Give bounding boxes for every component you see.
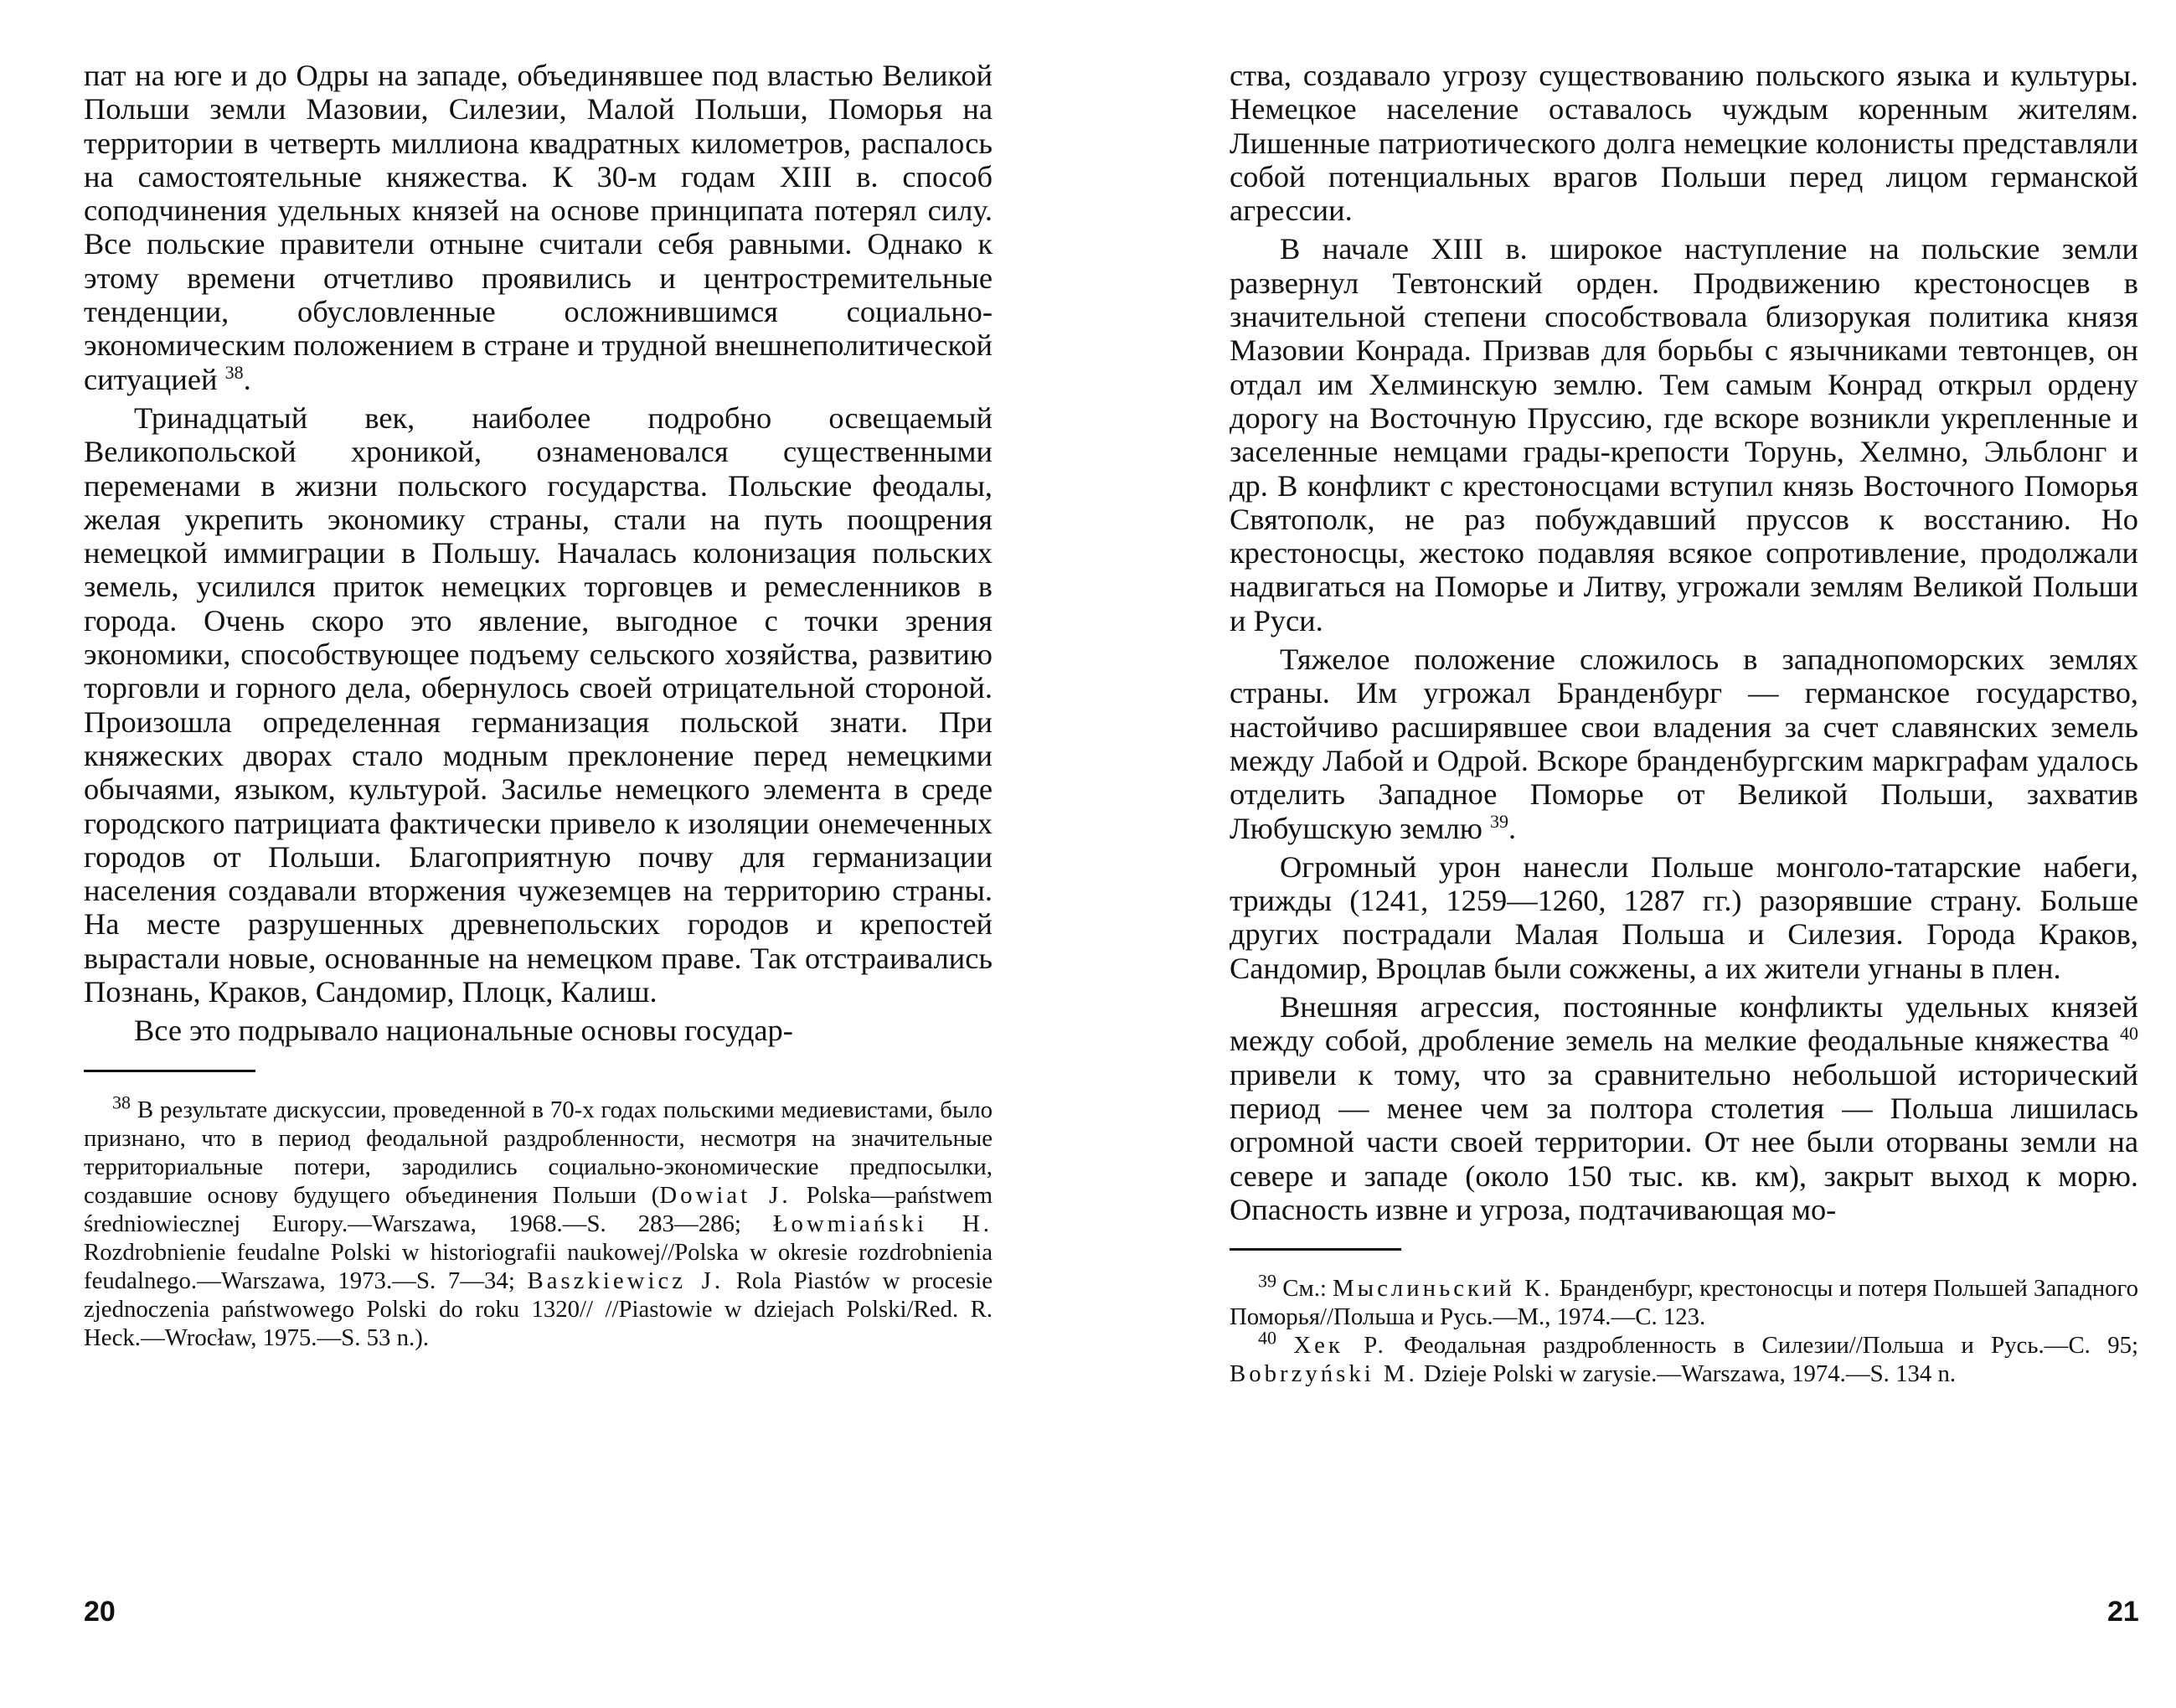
footnote-38-text-d: Rola Piastów w procesie zjednoczenia państwowego Polski do roku 1320// //Piastowie w dziejach Polski/Red. R. Heck.—Wrocław, 1975.—S. 53 n.).: [84, 1267, 993, 1351]
left-paragraph-2: Тринадцатый век, наиболее подробно освещаемый Великопольской хроникой, ознаменовался существенными переменами в жизни польского государства. Польские феодалы, желая укрепить экономику страны, стали на путь поощрения немецкой иммиграции в Польшу. Началась колонизация польских земель, усилился приток немецких торговцев и ремесленников в города. Очень скоро это явление, выгодное с точки зрения экономики, способствующее подъему сельского хозяйства, развитию торговли и горного дела, обернулось своей отрицательной стороной. Произошла определенная германизация польской знати. При княжеских дворах стало модным преклонение перед немецкими обычаями, языком, культурой. Засилье немецкого элемента в среде городского патрициата фактически привело к изоляции онемеченных городов от Польши. Благоприятную почву для германизации населения создавали вторжения чужеземцев на территорию страны. На месте разрушенных древнепольских городов и крепостей вырастали новые, основанные на немецком праве. Так отстраивались Познань, Краков, Сандомир, Плоцк, Калиш.: [84, 400, 993, 1009]
left-page: [84, 59, 993, 1352]
right-paragraph-5-text-b: привели к тому, что за сравнительно небольшой исторический период — менее чем за полтора столетия — Польша лишилась огромной части своей территории. От нее были оторваны земли на севере и западе (около 150 тыс. кв. км), закрыт выход к морю. Опасность извне и угроза, подтачивающая мо-: [1230, 1057, 2138, 1226]
footnote-38-author-1: Dowiat J.: [659, 1181, 792, 1209]
footnote-40-number: 40: [1258, 1327, 1276, 1349]
footnote-divider-right: [1230, 1248, 1401, 1251]
footnote-divider: [84, 1070, 255, 1072]
footnote-38: [84, 1091, 993, 1352]
footnote-38-text-c: Rozdrobnienie feudalne Polski w historiografii naukowej//Polska w okresie rozdrobnienia feudalnego.—Warszawa, 1973.—S. 7—34;: [84, 1238, 993, 1294]
page-number-left: 20: [84, 1596, 116, 1628]
right-paragraph-5-text-a: Внешняя агрессия, постоянные конфликты удельных князей между собой, дробление земель на мелкие феодальные княжества: [1230, 990, 2138, 1058]
footnote-40-author-2: Bobrzyński M.: [1230, 1360, 1418, 1388]
note-ref-40: 40: [2120, 1023, 2138, 1045]
footnote-38-text-b: Polska—państwem średniowiecznej Europy.—Warszawa, 1968.—S. 283—286;: [84, 1181, 993, 1237]
footnote-40-text-b: Dzieje Polski w zarysie.—Warszawa, 1974.—S. 134 n.: [1424, 1360, 1957, 1388]
footnote-38-author-2: Łowmiański H.: [772, 1210, 993, 1237]
footnote-39-text: Бранденбург, крестоносцы и потеря Польшей Западного Поморья//Польша и Русь.—М., 1974.—С. 123.: [1230, 1275, 2138, 1331]
right-paragraph-2: В начале XIII в. широкое наступление на польские земли развернул Тевтонский орден. Продвижению крестоносцев в значительной степени способствовала близорукая политика князя Мазовии Конрада. Призвав для борьбы с язычниками тевтонцев, он отдал им Хелминскую землю. Тем самым Конрад открыл ордену дорогу на Восточную Пруссию, где вскоре возникли укрепленные и заселенные немцами грады-крепости Торунь, Хелмно, Эльблонг и др. В конфликт с крестоносцами вступил князь Восточного Поморья Святополк, не раз побуждавший пруссов к восстанию. Но крестоносцы, жестоко подавляя всякое сопротивление, продолжали надвигаться на Поморье и Литву, угрожали землям Великой Польши и Руси.: [1230, 232, 2138, 637]
left-paragraph-1-text: пат на юге и до Одры на западе, объединявшее под властью Великой Польши земли Мазовии, Силезии, Малой Польши, Поморья на территории в четверть миллиона квадратных километров, распалось на самостоятельные княжества. К 30-м годам XIII в. способ соподчинения удельных князей на основе принципата потерял силу. Все польские правители отныне считали себя равными. Однако к этому времени отчетливо проявились и центростремительные тенденции, обусловленные осложнившимся социально-экономическим положением в стране и трудной внешнеполитической ситуацией: [84, 59, 993, 396]
right-paragraph-4: Огромный урон нанесли Польше монголо-татарские набеги, трижды (1241, 1259—1260, 1287 гг.) разорявшие страну. Больше других пострадали Малая Польша и Силезия. Города Краков, Сандомир, Вроцлав были сожжены, а их жители угнаны в плен.: [1230, 849, 2138, 985]
footnote-40-author-1: Хек Р.: [1293, 1332, 1387, 1360]
note-ref-39: 39: [1490, 810, 1509, 832]
page-number-right: 21: [2107, 1596, 2139, 1628]
footnote-39: [1230, 1270, 2138, 1331]
right-body-text: [1230, 59, 2138, 1226]
left-body-text: [84, 59, 993, 1048]
footnote-39-author: Мыслиньский К.: [1333, 1275, 1554, 1303]
right-footnotes: [1230, 1270, 2138, 1388]
footnote-39-prefix: См.:: [1282, 1275, 1327, 1303]
right-paragraph-5: [1230, 990, 2138, 1226]
footnote-38-author-3: Baszkiewicz J.: [527, 1267, 724, 1294]
footnote-38-text-a: В результате дискуссии, проведенной в 70-х годах польскими медиевистами, было признано, что в период феодальной раздробленности, несмотря на значительные территориальные потери, зародились социально-экономические предпосылки, создавшие основу будущего объединения Польши (: [84, 1096, 993, 1209]
footnote-40: [1230, 1327, 2138, 1388]
footnote-40-text-a: Феодальная раздробленность в Силезии//Польша и Русь.—С. 95;: [1404, 1332, 2138, 1360]
right-paragraph-1: ства, создавало угрозу существованию польского языка и культуры. Немецкое население оставалось чуждым коренным жителям. Лишенные патриотического долга немецкие колонисты представляли собой потенциальных врагов Польши перед лицом германской агрессии.: [1230, 59, 2138, 228]
right-paragraph-3: Тяжелое положение сложилось в западнопоморских землях страны. Им угрожал Бранденбург — германское государство, настойчиво расширявшее свои владения за счет славянских земель между Лабой и Одрой. Вскоре бранденбургским маркграфам удалось отделить Западное Поморье от Великой Польши, захватив Любушскую землю $^{39}$.: [1230, 642, 2138, 845]
right-paragraph-3-text: Тяжелое положение сложилось в западнопоморских землях страны. Им угрожал Бранденбург — германское государство, настойчиво расширявшее свои владения за счет славянских земель между Лабой и Одрой. Вскоре бранденбургским маркграфам удалось отделить Западное Поморье от Великой Польши, захватив Любушскую землю: [1230, 642, 2138, 845]
left-paragraph-3: Все это подрывало национальные основы государ-: [134, 1014, 793, 1048]
footnote-38-number: 38: [112, 1091, 131, 1113]
left-footnotes: [84, 1091, 993, 1352]
footnote-39-number: 39: [1258, 1270, 1276, 1292]
left-paragraph-1: пат на юге и до Одры на западе, объединявшее под властью Великой Польши земли Мазовии, Силезии, Малой Польши, Поморья на территории в четверть миллиона квадратных километров, распалось на самостоятельные княжества. К 30-м годам XIII в. способ соподчинения удельных князей на основе принципата потерял силу. Все польские правители отныне считали себя равными. Однако к этому времени отчетливо проявились и центростремительные тенденции, обусловленные осложнившимся социально-экономическим положением в стране и трудной внешнеполитической ситуацией $^{38}$.: [84, 59, 993, 396]
right-page: [1230, 59, 2138, 1388]
note-ref-38: 38: [224, 361, 244, 383]
